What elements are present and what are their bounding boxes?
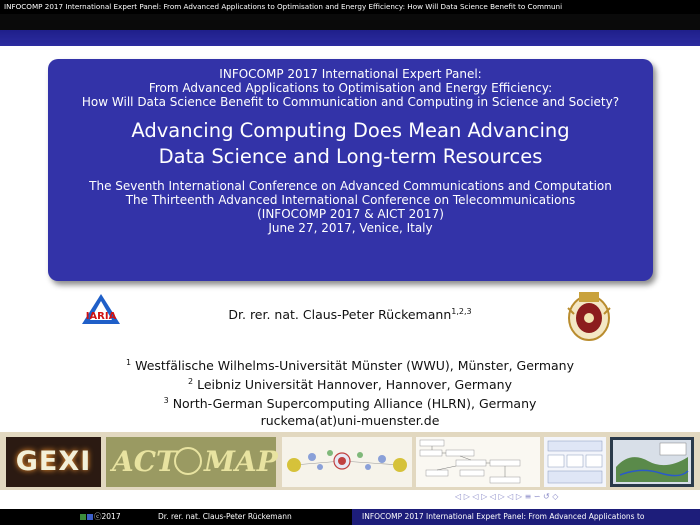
contact-email: ruckema(at)uni-muenster.de bbox=[260, 413, 440, 428]
section-navigation-strip bbox=[0, 30, 700, 46]
affiliation-2-text: Leibniz Universität Hannover, Hannover, Germany bbox=[197, 377, 512, 393]
affiliation-3-text: North-German Supercomputing Alliance (HLRN), Germany bbox=[172, 396, 537, 412]
flowchart-thumbnail bbox=[416, 437, 540, 487]
panel-line-2: From Advanced Applications to Optimisation and Energy Efficiency: bbox=[148, 81, 553, 95]
footer-copyright: ⓒ2017 bbox=[94, 512, 121, 521]
presentation-title bbox=[48, 118, 653, 170]
footer-bar bbox=[0, 509, 700, 525]
map-visualization-thumbnail bbox=[610, 437, 694, 487]
conference-line-3: (INFOCOMP 2017 & AICT 2017) bbox=[257, 207, 444, 221]
title-line-2: Data Science and Long-term Resources bbox=[158, 145, 543, 168]
gexi-logo: GEXI bbox=[6, 437, 101, 487]
affiliation-2-number: 2 bbox=[188, 377, 194, 387]
header-band bbox=[0, 14, 700, 30]
actmap-logo bbox=[106, 437, 276, 487]
university-seal bbox=[565, 288, 613, 344]
author-superscripts: 1,2,3 bbox=[451, 307, 472, 316]
conference-line-4: June 27, 2017, Venice, Italy bbox=[268, 221, 433, 235]
globe-icon bbox=[174, 447, 202, 475]
footer-square-icon bbox=[87, 514, 93, 520]
network-diagram-thumbnail bbox=[282, 437, 412, 487]
iaria-logo-text: IARIA bbox=[85, 311, 117, 322]
conference-line-1: The Seventh International Conference on Advanced Communications and Computation bbox=[89, 179, 612, 193]
running-title-bar bbox=[0, 0, 700, 14]
affiliation-3-number: 3 bbox=[163, 396, 169, 406]
panel-line-1: INFOCOMP 2017 International Expert Panel: bbox=[219, 67, 482, 81]
affiliation-1-number: 1 bbox=[126, 358, 132, 367]
author-name: Dr. rer. nat. Claus-Peter Rückemann bbox=[228, 307, 452, 323]
affiliation-1-text: Westfälische Wilhelms-Universität Münster (WWU), Münster, Germany bbox=[135, 358, 574, 374]
footer-square-icon bbox=[80, 514, 86, 520]
affiliation-2 bbox=[0, 374, 700, 393]
affiliation-1 bbox=[0, 355, 700, 374]
title-line-1: Advancing Computing Does Mean Advancing bbox=[131, 119, 570, 142]
panel-line-3: How Will Data Science Benefit to Communication and Computing in Science and Society? bbox=[81, 95, 620, 109]
beamer-navigation-symbols[interactable]: ◁ ▷ ◁ ▷ ◁ ▷ ◁ ▷ ≡ ∽ ↺ ◇ bbox=[455, 492, 559, 501]
title-box bbox=[48, 59, 653, 281]
running-title: INFOCOMP 2017 International Expert Panel: From Advanced Applications to Optimisation and Energy Efficiency: How Will Data Science Benefit to Communi bbox=[4, 2, 563, 11]
actmap-left-text: ACT bbox=[112, 445, 177, 478]
conference-line-2: The Thirteenth Advanced International Conference on Telecommunications bbox=[125, 193, 576, 207]
footer-author: Dr. rer. nat. Claus-Peter Rückemann bbox=[158, 512, 292, 521]
affiliation-3 bbox=[0, 393, 700, 412]
affiliations bbox=[0, 355, 700, 412]
architecture-diagram-thumbnail bbox=[544, 437, 606, 487]
actmap-right-text: MAP bbox=[204, 445, 278, 478]
footer-title: INFOCOMP 2017 International Expert Panel: From Advanced Applications to bbox=[352, 509, 700, 525]
